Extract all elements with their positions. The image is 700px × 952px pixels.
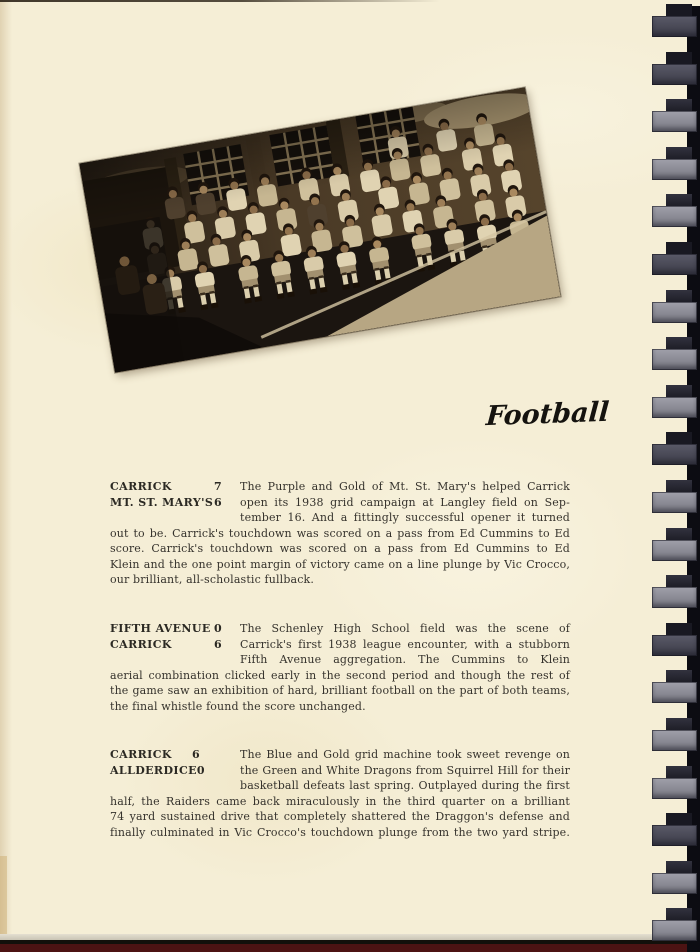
score-row [110, 763, 205, 779]
text-line: score. Carrick's touchdown was scored on a pass from Ed Cummins to Ed [110, 542, 570, 555]
binding-tooth-body [652, 730, 697, 751]
team-name: CARRICK [110, 637, 172, 651]
binding-tooth-body [652, 349, 697, 370]
binding-tooth-body [652, 825, 697, 846]
binding-tooth [652, 385, 700, 418]
binding-tooth-body [652, 587, 697, 608]
binding-tooth-body [652, 302, 697, 323]
binding-tooth-body [652, 682, 697, 703]
text-line: finally culminated in Vic Crocco's touchdown plunge from the two yard stripe. [110, 825, 570, 839]
binding-tooth-body [652, 540, 697, 561]
page-left-edge [0, 856, 7, 936]
binding-tooth [652, 242, 700, 275]
binding-tooth [652, 4, 700, 37]
score-row [110, 479, 222, 495]
binding-tooth [652, 908, 700, 941]
binding-tooth-body [652, 254, 697, 275]
binding-tooth-body [652, 397, 697, 418]
binding-tooth [652, 432, 700, 465]
team-photo [79, 87, 560, 372]
binding-tooth-body [652, 873, 697, 894]
book-cover-edge [0, 944, 700, 952]
scoreline-3 [110, 747, 205, 778]
binding-tooth [652, 480, 700, 513]
text-line: basketball defeats last spring. Outplayed during the first [240, 779, 570, 792]
text-line: the game saw an exhibition of hard, brilliant football on the part of both teams, [110, 684, 570, 697]
team-score: 6 [213, 637, 222, 651]
team-name: CARRICK [110, 748, 172, 761]
text-line: 74 yard sustained drive that completely shattered the Draggon's defense and [110, 810, 570, 823]
binding-tooth [652, 813, 700, 846]
team-name: CARRICK [110, 480, 172, 493]
binding-tooth [652, 766, 700, 799]
page-top-edge [0, 0, 440, 2]
team-score: 0 [213, 622, 222, 635]
binding-tooth [652, 194, 700, 227]
binding-tooth [652, 623, 700, 656]
text-line: Fifth Avenue aggregation. The Cummins to Klein [240, 653, 570, 666]
team-photo-image [79, 87, 560, 372]
team-name: FIFTH AVENUE [110, 622, 211, 635]
text-line: the final whistle found the score unchanged. [110, 699, 366, 713]
text-line: out to be. Carrick's touchdown was scored on a pass from Ed Cummins to Ed [110, 526, 570, 540]
team-score: 6 [191, 748, 200, 761]
text-line: Klein and the one point margin of victory came on a line plunge by Vic Crocco, [110, 557, 570, 571]
score-row [110, 495, 222, 511]
binding-tooth-body [652, 778, 697, 799]
binding-tooth-body [652, 635, 697, 656]
binding-tooth-body [652, 920, 697, 941]
text-line: Carrick's first 1938 league encounter, with a stubborn [240, 637, 570, 651]
binding-tooth [652, 99, 700, 132]
binding-tooth [652, 337, 700, 370]
team-name: MT. ST. MARY'S [110, 495, 214, 509]
binding-tooth [652, 575, 700, 608]
text-line: aerial combination clicked early in the second period and though the rest of [110, 668, 570, 682]
text-line: tember 16. And a fittingly successful opener it turned [240, 511, 570, 524]
game-recap-3 [110, 747, 570, 840]
text-line: open its 1938 grid campaign at Langley field on Sep- [240, 495, 570, 509]
score-row [110, 747, 200, 763]
game-recap-2 [110, 621, 570, 714]
scoreline-2 [110, 621, 222, 652]
binding-tooth [652, 52, 700, 85]
team-name: ALLDERDICE [110, 763, 197, 777]
binding-tooth-body [652, 444, 697, 465]
score-row [110, 621, 222, 637]
binding-tooth [652, 528, 700, 561]
text-line: The Blue and Gold grid machine took sweet revenge on [240, 748, 570, 761]
binding-tooth-body [652, 16, 697, 37]
binding-tooth [652, 147, 700, 180]
binding-tooth [652, 290, 700, 323]
page-title: Football [484, 396, 611, 433]
binding-tooth-body [652, 206, 697, 227]
scoreline-1 [110, 479, 222, 510]
binding-tooth-body [652, 492, 697, 513]
binding-tooth [652, 670, 700, 703]
game-recap-1 [110, 479, 570, 588]
text-line: half, the Raiders came back miraculously in the third quarter on a brilliant [110, 794, 570, 808]
text-line: the Green and White Dragons from Squirrel Hill for their [240, 763, 570, 777]
binding [640, 0, 700, 952]
binding-tooth-body [652, 159, 697, 180]
score-row [110, 637, 222, 653]
binding-tooth [652, 861, 700, 894]
text-line: our brilliant, all-scholastic fullback. [110, 573, 314, 586]
binding-tooth-body [652, 64, 697, 85]
text-line: The Purple and Gold of Mt. St. Mary's helped Carrick [240, 480, 570, 493]
team-score: 7 [213, 480, 222, 493]
team-score: 0 [196, 763, 205, 777]
team-score: 6 [213, 495, 222, 509]
binding-tooth [652, 718, 700, 751]
text-line: The Schenley High School field was the scene of [240, 622, 570, 635]
binding-tooth-body [652, 111, 697, 132]
